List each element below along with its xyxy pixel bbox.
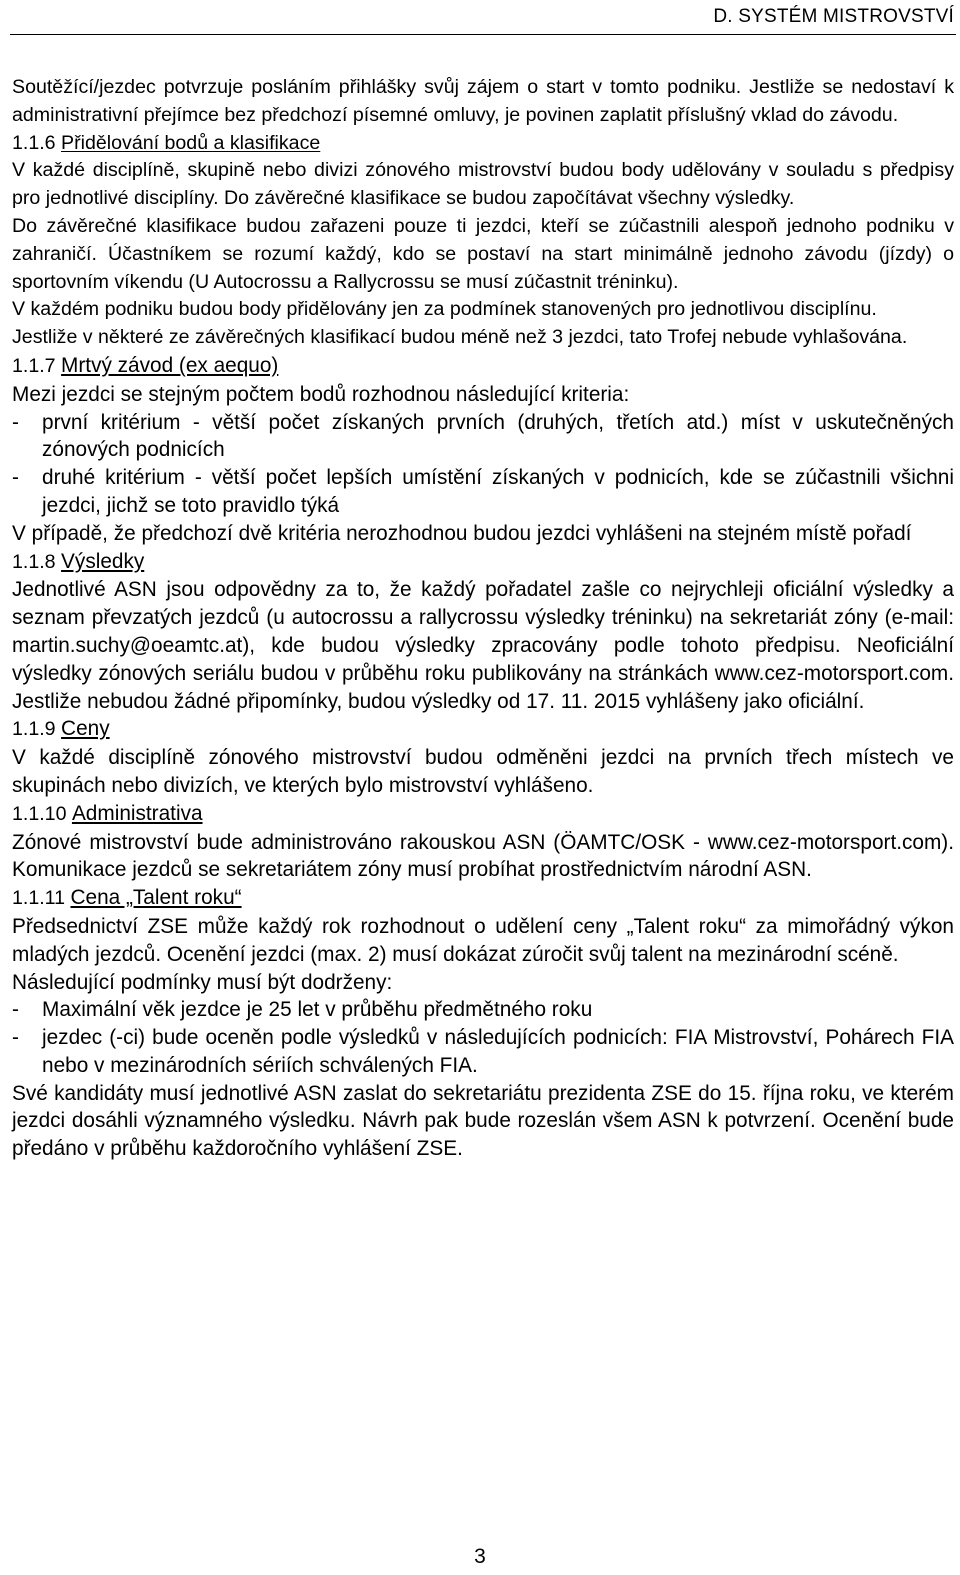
section-heading-1-1-6 (12, 130, 954, 158)
section-title: Výsledky (61, 549, 145, 573)
page-number: 3 (474, 1545, 486, 1568)
paragraph: Jestliže v některé ze závěrečných klasifikací budou méně než 3 jezdci, tato Trofej nebude vyhlašována. (12, 326, 908, 349)
list-item (12, 1024, 954, 1080)
paragraph: Zónové mistrovství bude administrováno rakouskou ASN (ÖAMTC/OSK - www.cez-motorsport.com). Komunikace jezdců se sekretariátem zóny musí probíhat prostřednictvím národní ASN. (12, 830, 954, 882)
paragraph: V každé disciplíně zónového mistrovství budou odměněni jezdci na prvních třech místech ve skupinách nebo divizích, ve kterých bylo mistrovství vyhlášeno. (12, 746, 954, 797)
list-item-text: druhé kritérium - větší počet lepších umístění získaných v podnicích, kde se zúčastnili všichni jezdci, jichž se toto pravidlo týká (42, 466, 954, 517)
section-title: Cena „Talent roku“ (70, 886, 242, 910)
list-marker: - (12, 1026, 19, 1050)
section-heading-1-1-9 (12, 715, 954, 744)
paragraph: Své kandidáty musí jednotlivé ASN zaslat do sekretariátu prezidenta ZSE do 15. října roku, ve kterém jezdci dosáhli významného výsledku. Návrh pak bude rozeslán všem ASN k potvrzení. Ocenění bude předáno v průběhu každoročního vyhlášení ZSE. (12, 1081, 954, 1161)
list-item-text: Maximální věk jezdce je 25 let v průběhu předmětného roku (42, 998, 593, 1022)
header-rule (10, 34, 956, 35)
paragraph: Předsednictví ZSE může každý rok rozhodnout o udělení ceny „Talent roku“ za mimořádný výkon mladých jezdců. Ocenění jezdci (max. 2) musí dokázat zúročit svůj talent na mezinárodní scéně. (12, 914, 954, 966)
list-marker: - (12, 466, 19, 490)
section-number: 1.1.8 (12, 550, 56, 573)
list-item-text: první kritérium - větší počet získaných prvních (druhých, třetích atd.) míst v uskutečněných zónových podnicích (42, 410, 954, 462)
paragraph: Do závěrečné klasifikace budou zařazeni pouze ti jezdci, kteří se zúčastnili alespoň jednoho podniku v zahraničí. Účastníkem se rozumí každý, kdo se postaví na start minimálně jednoho závodu (jízdy) o sportovním víkendu (U Autocrossu a Rallycrossu se musí zúčastnit tréninku). (12, 214, 954, 293)
section-title: Ceny (61, 717, 110, 741)
paragraph: Mezi jezdci se stejným počtem bodů rozhodnou následující kriteria: (12, 382, 630, 406)
intro-paragraph: Soutěžící/jezdec potvrzuje posláním přihlášky svůj zájem o start v tomto podniku. Jestliže se nedostaví k administrativní přejímce bez předchozí písemné omluvy, je povinen zaplatit příslušný vklad do závodu. (12, 76, 954, 126)
section-number: 1.1.9 (12, 718, 56, 741)
paragraph: Následující podmínky musí být dodrženy: (12, 970, 393, 994)
document-body (12, 74, 954, 1163)
list-item-text: jezdec (-ci) bude oceněn podle výsledků v následujících podnicích: FIA Mistrovství, Pohárech FIA nebo v mezinárodních sériích schválených FIA. (42, 1026, 954, 1077)
section-number: 1.1.7 (12, 354, 56, 377)
list-item (12, 464, 954, 520)
paragraph: V případě, že předchozí dvě kritéria nerozhodnou budou jezdci vyhlášeni na stejném místě pořadí (12, 521, 912, 545)
section-number: 1.1.6 (12, 131, 56, 154)
section-title: Mrtvý závod (ex aequo) (61, 353, 279, 377)
paragraph: V každém podniku budou body přidělovány jen za podmínek stanovených pro jednotlivou disciplínu. (12, 298, 877, 321)
section-title: Administrativa (71, 801, 203, 825)
section-heading-1-1-10 (12, 800, 954, 829)
section-number: 1.1.10 (12, 802, 67, 825)
list-item (12, 996, 954, 1024)
paragraph: V každé disciplíně, skupině nebo divizi zónového mistrovství budou body udělovány v souladu s předpisy pro jednotlivé disciplíny. Do závěrečné klasifikace se budou započítávat všechny výsledky. (12, 159, 954, 210)
list-marker: - (12, 998, 19, 1022)
section-number: 1.1.11 (12, 887, 66, 910)
section-heading-1-1-8 (12, 548, 954, 577)
section-heading-1-1-11 (12, 884, 954, 913)
list-item (12, 409, 954, 465)
section-title: Přidělování bodů a klasifikace (61, 131, 321, 154)
running-header: D. SYSTÉM MISTROVSTVÍ (713, 6, 954, 27)
list-marker: - (12, 410, 19, 434)
paragraph: Jednotlivé ASN jsou odpovědny za to, že každý pořadatel zašle co nejrychleji oficiální výsledky a seznam převzatých jezdců (u autocrossu a rallycrossu výsledky tréninku) na sekretariát zóny (e-mail: martin.suchy@oeamtc.at), kde budou výsledky zpracovány podle tohoto předpisu. Neoficiální výsledky zónových seriálu budou v průběhu roku publikovány na stránkách www.cez-motorsport.com. Jestliže nebudou žádné připomínky, budou výsledky od 17. 11. 2015 vyhlášeny jako oficiální. (12, 578, 954, 713)
section-heading-1-1-7 (12, 352, 954, 381)
